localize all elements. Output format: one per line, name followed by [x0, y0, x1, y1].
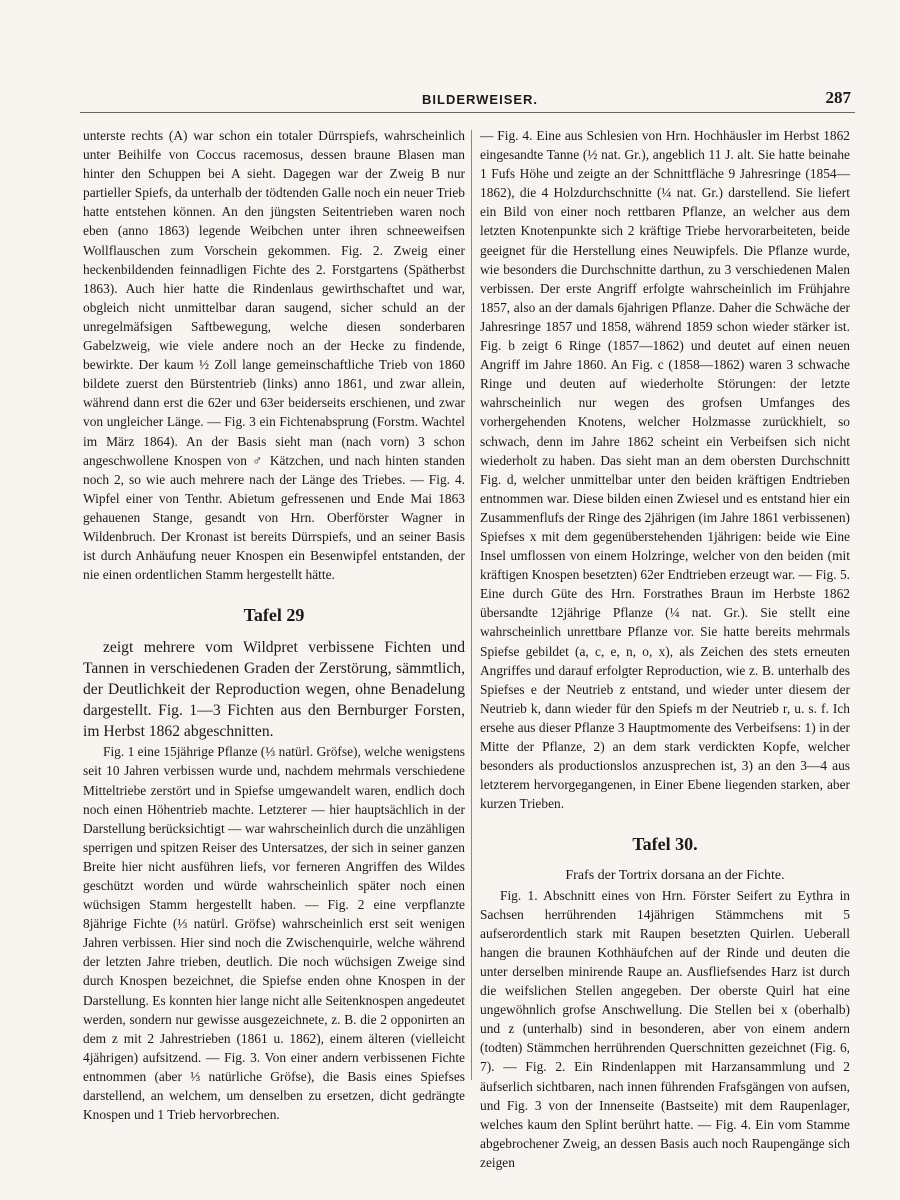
page-number: 287 [825, 88, 851, 107]
right-column [480, 126, 850, 1172]
left-column [83, 126, 465, 1124]
left-paragraph-1: unterste rechts (A) war schon ein totaler Dürrspiefs, wahrscheinlich unter Beihilfe von Coccus racemosus, dessen braune Blasen man hinter den Schuppen bei A sieht. Dagegen war der Zweig B nur partieller Spiefs, da unterhalb der tödtenden Galle noch ein neuer Trieb hatte entstehen können. An den jüngsten Seitentrieben waren noch eben (anno 1863) legende Weibchen unter ihren schneeweifsen Wollflauschen zum Vorschein gekommen. Fig. 2. Zweig einer heckenbildenden feinnadligen Fichte des 2. Forstgartens (Spätherbst 1863). Auch hier hatte die Rindenlaus gewirthschaftet und war, obgleich nicht unmittelbar daran saugend, sicher schuld an der unregelmäfsigen Saftbewegung, welche diesen sonderbaren Gabelzweig, wie viele andere noch an der Hecke zu findende, bewirkte. Der kaum ½ Zoll lange gemeinschaftliche Trieb von 1860 bildete zuerst den Bürstentrieb (links) anno 1861, und zwar allein, während dann erst die 62er und 63er beiderseits erschienen, und zwar von ungleicher Länge. — Fig. 3 ein Fichtenabsprung (Forstm. Wachtel im März 1864). An der Basis sieht man (nach vorn) 3 schon angeschwollene Knospen von ♂ Kätzchen, und nach hinten standen noch 2, so wie auch mehrere nach der Länge des Triebes. — Fig. 4. Wipfel einer von Tenthr. Abietum gefressenen und Ende Mai 1863 gehauenen Stange, gesandt von Hrn. Oberförster Wagner in Wildenbruch. Der Kronast ist bereits Dürrspiefs, und an seiner Basis ist durch Anhäufung neuer Knospen ein Besenwipfel entstanden, der nie einen ordentlichen Stamm hergestellt hätte. [83, 128, 465, 583]
page-header [80, 88, 855, 113]
right-paragraph-1: — Fig. 4. Eine aus Schlesien von Hrn. Hochhäusler im Herbst 1862 eingesandte Tanne (½ nat. Gr.), angeblich 11 J. alt. Sie hatte beinahe 1 Fufs Höhe und zeigte an der Schnittfläche 9 Jahresringe (1854—1862), die 4 Holzdurchschnitte (¼ nat. Gr.) darstellend. Sie liefert ein Bild von einer noch rettbaren Pflanze, an welcher aus dem letzten Knotenpunkte sich 2 kräftige Triebe hervorarbeiteten, beide geeignet für die Herstellung eines Neuwipfels. Die Pflanze wurde, wie besonders die Durchschnitte darthun, zu 3 verschiedenen Malen verbissen. Der erste Angriff erfolgte wahrscheinlich im Frühjahre 1857, also an der damals 6jahrigen Pflanze. Daher die Schwäche der Jahresringe 1857 und 1858, während 1859 schon wieder stärker ist. Fig. b zeigt 6 Ringe (1857—1862) und deutet auf einen neuen Angriff im Jahre 1860. An Fig. c (1858—1862) waren 3 schwache Ringe und deuten auf wiederholte Störungen: der letzte wahrscheinlich nur wegen des grofsen Umfanges des vorhergehenden Knotens, welcher Holzmasse zurückhielt, so schwach, denn im Jahre 1862 scheint ein Verbeifsen sich nicht wiederholt zu haben. Das sieht man an dem obersten Durchschnitt Fig. d, welcher unmittelbar unter den beiden kräftigen Endtrieben entnommen war. Diese bilden einen Zwiesel und es entstand hier ein Zusammenflufs der Ringe des 2jährigen (im Jahre 1861 verbissenen) Spiefses x mit dem gegenüberstehenden 1jährigen: beide wie Eine Insel umflossen von einem Holzringe, welcher von den beiden (mit kräftigen Knospen besetzten) 62er Endtrieben erzeugt war. — Fig. 5. Eine durch Güte des Hrn. Forstrathes Braun im Herbste 1862 übersandte 12jährige Pflanze (¼ nat. Gr.). Sie stellt eine wahrscheinlich unrettbare Pflanze vor. Sie hatte bereits mehrmals Spiefse gebildet (a, c, e, n, o, x), als Zeichen des stets erneuten Angriffes und darauf erfolgter Reproduction, wie z. B. unterhalb des Spiefses e der Neutrieb z entstand, und wieder unter diesem der Neutrieb k, dann wieder für den Spiefs m der Neutrieb r, u. s. f. Ich ersehe aus dieser Pflanze 3 Hauptmomente des Verbeifsens: 1) in der Mitte der Pflanze, 2) an dem stark verdickten Kopfe, welcher besonders als productionslos anzusprechen ist, 3) an den 3—4 aus letzterem hervorgegangenen, in Einer Ebene liegenden starken, aber kurzen Trieben. [480, 128, 850, 812]
left-paragraph-2: Fig. 1 eine 15jährige Pflanze (⅓ natürl. Gröfse), welche wenigstens seit 10 Jahren verbissen wurde und, nachdem mehrmals verschiedene Mitteltriebe zerstört und in Spiefse umgewandelt waren, endlich doch noch einen Höhentrieb machte. Letzterer — hier hauptsächlich in der Darstellung berücksichtigt — war wahrscheinlich durch die unzähligen sperrigen und spitzen Reiser des Untersatzes, der sich in seiner ganzen Breite hier nicht ausführen liefs, vor ferneren Angriffen des Wildes geschützt worden und würde wahrscheinlich später noch einen wüchsigen Stamm hergestellt haben. — Fig. 2 eine verpflanzte 8jährige Fichte (⅓ natürl. Gröfse) wahrscheinlich erst seit wenigen Jahren verbissen. Hier sind noch die Zwischenquirle, welche während der letzten Jahre trieben, deutlich. Die noch wüchsigen Zweige sind durch Knospen bezeichnet, die Spiefse enden ohne Knospen in der Darstellung. Es konnten hier lange nicht alle Seitenknospen angedeutet werden, sondern nur gewisse ausgezeichnete, z. B. die 2 opponirten an dem z mit 2 Jahrestrieben (1861 u. 1862), einem älteren (vielleicht 4jährigen) aufsitzend. — Fig. 3. Von einer andern verbissenen Fichte entnommen (aber ⅓ natürliche Gröfse), die Basis eines Spiefses darstellend, an welchem, um denselben zu ersetzen, dicht gedrängte Knospen und 1 Trieb hervorbrechen. [83, 744, 465, 1123]
section-lead-tafel-29: zeigt mehrere vom Wildpret verbissene Fichten und Tannen in verschiedenen Graden der Zerstörung, sämmtlich, der Deutlichkeit der Reproduction wegen, ohne Benadelung dargestellt. Fig. 1—3 Fichten aus den Bernburger Forsten, im Herbst 1862 abgeschnitten. [83, 639, 465, 741]
section-subtitle-tafel-30: Frafs der Tortrix dorsana an der Fichte. [565, 868, 785, 884]
section-title-tafel-30: Tafel 30. [632, 834, 698, 855]
column-divider [471, 130, 472, 1080]
running-title: BILDERWEISER. [422, 92, 539, 107]
right-paragraph-2: Fig. 1. Abschnitt eines von Hrn. Förster Seifert zu Eythra in Sachsen herrührenden 14jährigen Stämmchens mit 5 aufserordentlich stark mit Raupen besetzten Quirlen. Ueberall hangen die braunen Kothhäufchen auf der Rinde und deuten die unter derselben minirende Raupe an. Ausfliefsendes Harz ist durch die weifslichen Stellen angegeben. Der oberste Quirl hat eine ungewöhnlich grofse Anschwellung. Die Stellen bei x (oberhalb) und z (unterhalb) sind in besonderen, aber von einem andern (todten) Stämmchen herrührenden Querschnitten gezeichnet (Fig. 6, 7). — Fig. 2. Ein Rindenlappen mit Harzansammlung und 2 äufserlich sichtbaren, nach innen führenden Frafsgängen von aufsen, und Fig. 3 von der Innenseite (Bastseite) mit dem Raupenlager, welches kaum den Splint berührt hatte. — Fig. 4. Ein vom Stamme abgebrochener Zweig, an dessen Basis auch noch Raupengänge sich zeigen [480, 887, 850, 1170]
section-title-tafel-29: Tafel 29 [243, 605, 305, 626]
